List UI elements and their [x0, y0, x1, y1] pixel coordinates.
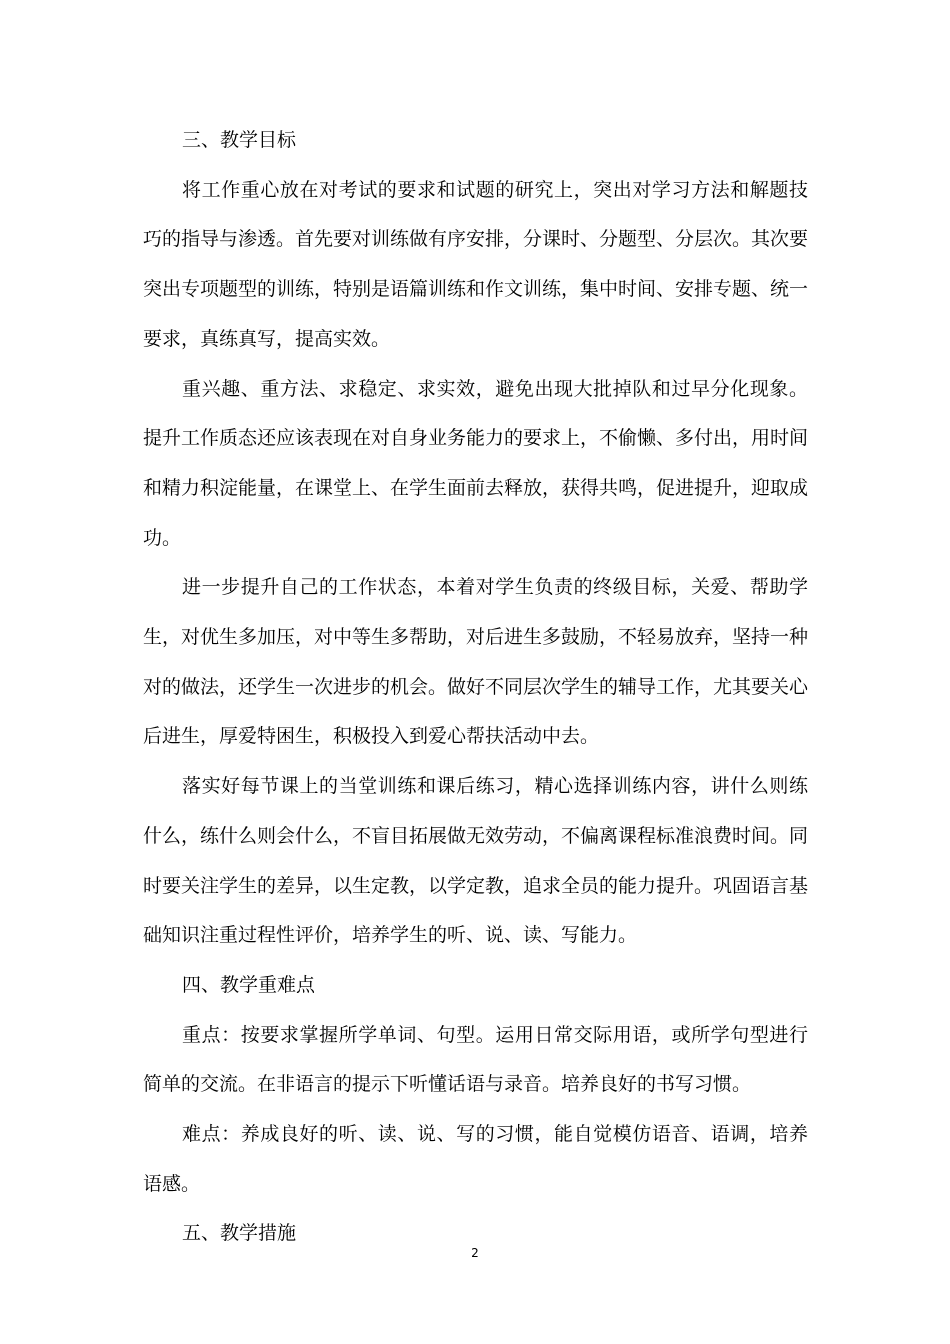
document-body — [143, 116, 808, 1259]
paragraph-difficult-points: 难点：养成良好的听、读、说、写的习惯，能自觉模仿语音、语调，培养语感。 — [143, 1123, 808, 1195]
section-heading-teaching-goals: 三、教学目标 — [182, 129, 297, 151]
paragraph-exam-focus: 将工作重心放在对考试的要求和试题的研究上，突出对学习方法和解题技巧的指导与渗透。首先要对训练做有序安排，分课时、分题型、分层次。其次要突出专项题型的训练，特别是语篇训练和作文训练，集中时间、安排专题、统一要求，真练真写，提高实效。 — [143, 178, 809, 350]
section-heading-teaching-measures: 五、教学措施 — [182, 1222, 297, 1245]
paragraph-student-care: 进一步提升自己的工作状态，本着对学生负责的终级目标，关爱、帮助学生，对优生多加压，对中等生多帮助，对后进生多鼓励，不轻易放弃，坚持一种对的做法，还学生一次进步的机会。做好不同层次学生的辅导工作，尤其要关心后进生，厚爱特困生，积极投入到爱心帮扶活动中去。 — [143, 576, 809, 748]
paragraph-interest-method: 重兴趣、重方法、求稳定、求实效，避免出现大批掉队和过早分化现象。提升工作质态还应该表现在对自身业务能力的要求上，不偷懒、多付出，用时间和精力积淀能量，在课堂上、在学生面前去释放，获得共鸣，促进提升，迎取成功。 — [143, 377, 809, 549]
paragraph-key-points: 重点：按要求掌握所学单词、句型。运用日常交际用语，或所学句型进行简单的交流。在非语言的提示下听懂话语与录音。培养良好的书写习惯。 — [143, 1023, 808, 1096]
section-heading-key-difficulties: 四、教学重难点 — [182, 973, 316, 996]
paragraph-classroom-practice: 落实好每节课上的当堂训练和课后练习，精心选择训练内容，讲什么则练什么，练什么则会什么，不盲目拓展做无效劳动，不偏离课程标准浪费时间。同时要关注学生的差异，以生定教，以学定教，追求全员的能力提升。巩固语言基础知识注重过程性评价，培养学生的听、说、读、写能力。 — [143, 775, 809, 947]
page-number: 2 — [471, 1246, 479, 1260]
